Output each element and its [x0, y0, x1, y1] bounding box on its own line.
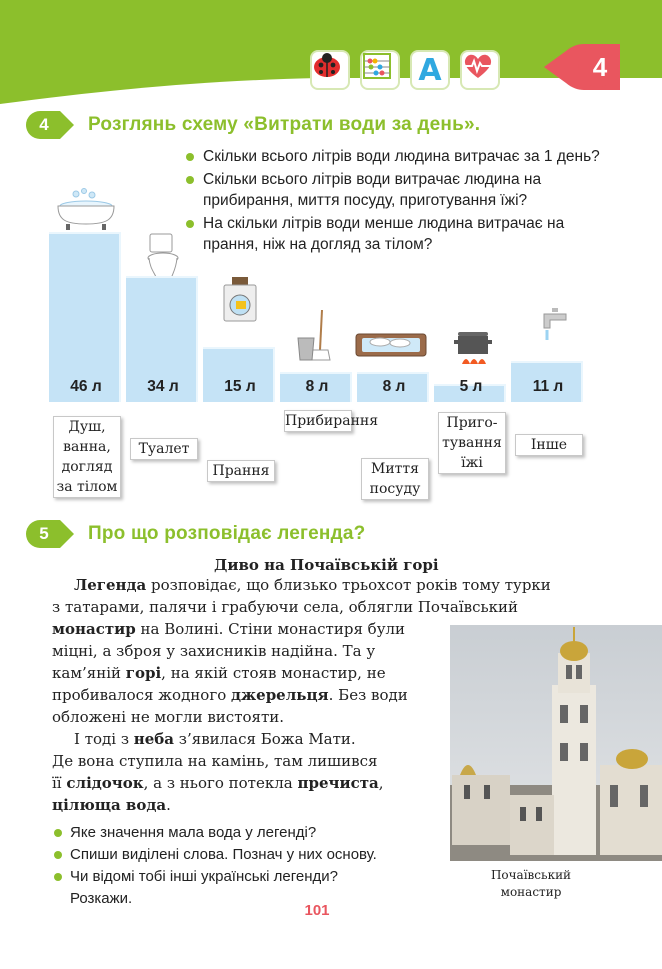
- chart-value-label: 11 л: [532, 378, 564, 395]
- heart-pulse-icon: [460, 50, 500, 90]
- bathtub-icon: [54, 188, 118, 237]
- chapter-badge: [544, 44, 620, 90]
- story-line: Легенда розповідає, що близько трьохсот років тому турки: [74, 576, 551, 594]
- chart-value-label: 15 л: [224, 378, 256, 395]
- task-number-badge: 5: [26, 520, 74, 548]
- chart-category-label: Інше: [515, 434, 583, 456]
- ladybug-icon: [310, 50, 350, 90]
- chart-value-label: 46 л: [70, 378, 102, 395]
- question-item: Спиши виділені слова. Познач у них основу.: [54, 844, 377, 866]
- dish-sink-icon: [354, 326, 428, 363]
- story-line: пробивалося жодного джерельця. Без води: [52, 686, 408, 704]
- washing-machine-icon: [222, 277, 258, 328]
- story-title: Диво на Почаївській горі: [214, 556, 439, 574]
- story-line: монастир на Волині. Стіни монастиря були: [52, 620, 406, 638]
- task-4-title: Розглянь схему «Витрати води за день».: [88, 114, 481, 135]
- abacus-icon: [360, 50, 400, 90]
- question-item: Скільки всього літрів води людина витрачає за 1 день?: [186, 146, 606, 167]
- story-line: цілюща вода.: [52, 796, 171, 814]
- chart-category-label: Душ, ванна, догляд за тілом: [53, 416, 121, 498]
- photo-caption: Почаївський монастир: [490, 868, 572, 899]
- chart-bar: [49, 232, 121, 402]
- letter-a-icon: A: [410, 50, 450, 90]
- chart-value-label: 34 л: [147, 378, 179, 395]
- question-item: Скільки всього літрів води витрачає людина на прибирання, миття посуду, приготування їжі?: [186, 169, 606, 211]
- cooking-pot-icon: [452, 330, 494, 371]
- story-line: обложені не могли вистояти.: [52, 708, 285, 726]
- pochaiv-monastery-photo: [450, 625, 662, 861]
- task-5-header: [26, 520, 365, 548]
- chart-category-label: Приго- тування їжі: [438, 412, 506, 474]
- mop-bucket-icon: [296, 310, 336, 367]
- bullet-icon: [54, 829, 62, 837]
- story-line: кам’яній горі, на якій стояв монастир, не: [52, 664, 386, 682]
- page-number: 101: [304, 902, 330, 919]
- story-line: її слідочок, а з нього потекла пречиста,: [52, 774, 384, 792]
- chart-category-label: Туалет: [130, 438, 198, 460]
- task-5-questions: [54, 822, 377, 910]
- story-line: з татарами, палячи і грабуючи села, облягли Почаївський: [52, 598, 519, 616]
- task-number-badge: 4: [26, 111, 74, 139]
- chapter-number: 4: [592, 52, 608, 82]
- bullet-icon: [54, 873, 62, 881]
- question-item: На скільки літрів води менше людина витрачає на прання, ніж на догляд за тілом?: [186, 213, 606, 255]
- chart-category-label: Прання: [207, 460, 275, 482]
- question-item-continued: Розкажи.: [70, 890, 133, 907]
- chart-category-label: Прибирання: [284, 410, 352, 432]
- story-line: Де вона ступила на камінь, там лишився: [52, 752, 378, 770]
- chart-value-label: 8 л: [305, 378, 329, 395]
- task-4-header: [26, 111, 480, 139]
- chart-category-label: Миття посуду: [361, 458, 429, 500]
- header-band: [0, 0, 662, 104]
- chart-value-label: 8 л: [382, 378, 406, 395]
- story-line: міцні, а зброя у захисників надійна. Та у: [52, 642, 376, 660]
- faucet-icon: [540, 308, 570, 347]
- question-item: Чи відомі тобі інші українські легенди?: [54, 866, 377, 888]
- task-5-title: Про що розповідає легенда?: [88, 523, 366, 544]
- question-item: Яке значення мала вода у легенді?: [54, 822, 377, 844]
- story-line: І тоді з неба з’явилася Божа Мати.: [74, 730, 356, 748]
- bullet-icon: [54, 851, 62, 859]
- water-usage-chart: [0, 180, 662, 510]
- chart-value-label: 5 л: [459, 378, 483, 395]
- bullet-icon: [186, 153, 194, 161]
